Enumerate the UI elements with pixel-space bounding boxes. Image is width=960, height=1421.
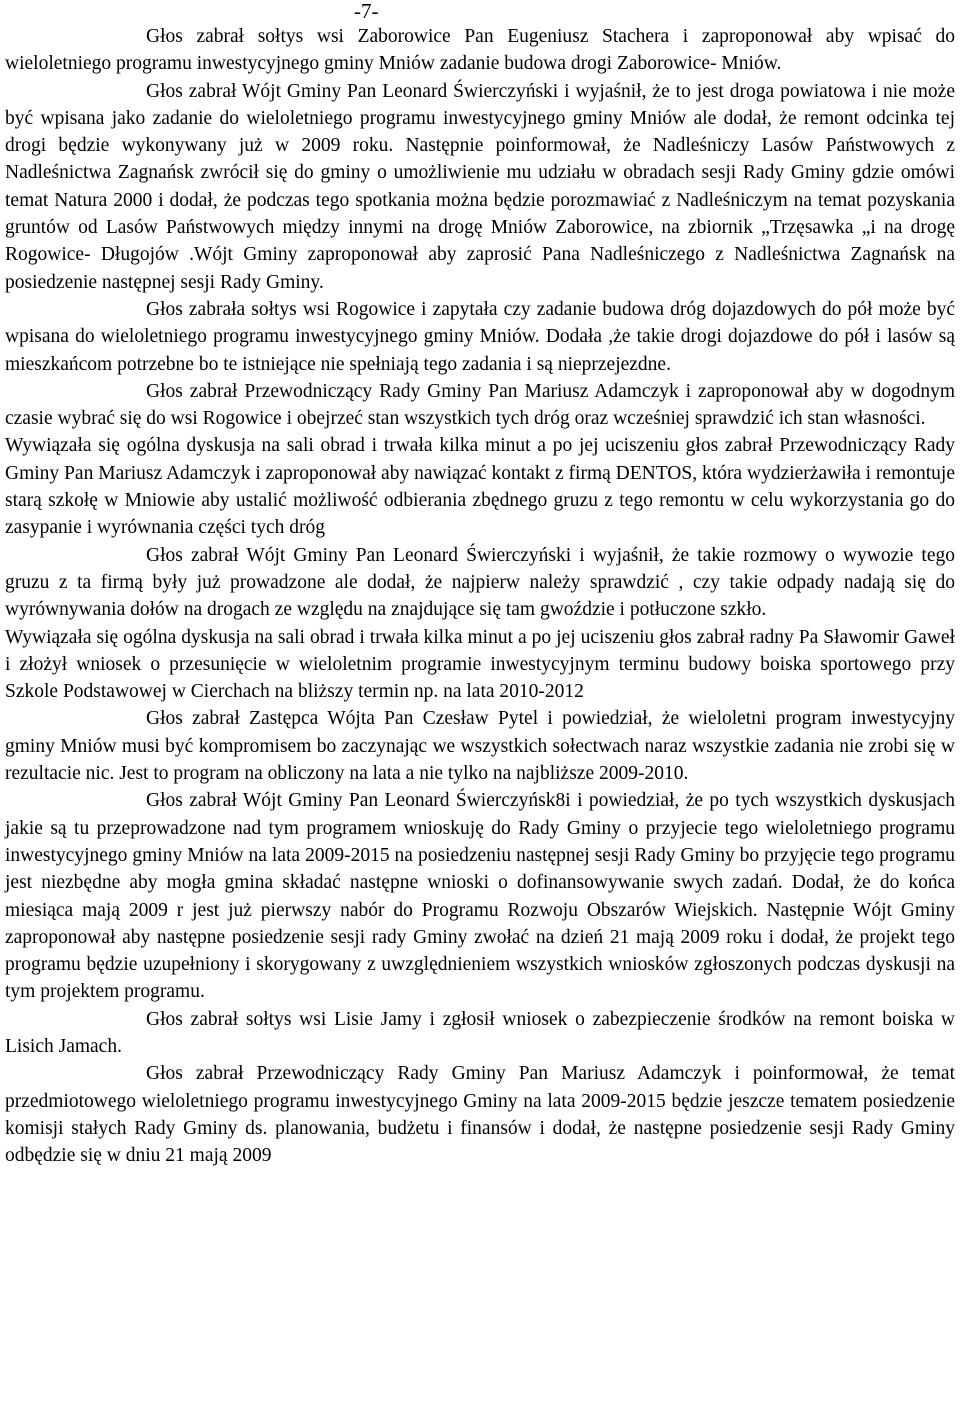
paragraph-9: Głos zabrał Wójt Gminy Pan Leonard Świerczyńsk8i i powiedział, że po tych wszystkich dyskusjach jakie są tu przeprowadzone nad tym programem wnioskuję do Rady Gminy o przyjecie tego wieloletniego programu inwestycyjnego gminy Mniów na lata 2009-2015 na posiedzeniu następnej sesji Rady Gminy bo przyjęcie tego programu jest niezbędne aby mogła gmina składać następne wnioski o dofinansowywanie swych zadań. Dodał, że do końca miesiąca mają 2009 r jest już pierwszy nabór do Programu Rozwoju Obszarów Wiejskich. Następnie Wójt Gminy zaproponował aby następne posiedzenie sesji rady Gminy zwołać na dzień 21 mają 2009 roku i dodał, że projekt tego programu będzie uzupełniony i skorygowany z uwzględnieniem wszystkich wniosków zgłoszonych podczas dyskusji na tym projektem programu. bbox=[5, 790, 955, 1003]
paragraph-2: Głos zabrał Wójt Gminy Pan Leonard Świerczyński i wyjaśnił, że to jest droga powiatowa i nie może być wpisana jako zadanie do wieloletniego programu inwestycyjnego gminy Mniów ale dodał, że remont odcinka tej drogi będzie wykonywany już w 2009 roku. Następnie poinformował, że Nadleśniczy Lasów Państwowych z Nadleśnictwa Zagnańsk zwrócił się do gminy o umożliwienie mu udziału w obradach sesji Rady Gminy gdzie omówi temat Natura 2000 i dodał, że podczas tego spotkania można będzie porozmawiać z Nadleśniczym na temat pozyskania gruntów od Lasów Państwowych między innymi na drogę Mniów Zaborowice, na zbiornik „Trzęsawka „i na drogę Rogowice- Długojów .Wójt Gminy zaproponował aby zaprosić Pana Nadleśniczego z Nadleśnictwa Zagnańsk na posiedzenie następnej sesji Rady Gminy. bbox=[5, 80, 955, 293]
paragraph-11: Głos zabrał Przewodniczący Rady Gminy Pan Mariusz Adamczyk i poinformował, że temat przedmiotowego wieloletniego programu inwestycyjnego Gminy na lata 2009-2015 będzie jeszcze tematem posiedzenie komisji stałych Rady Gminy ds. planowania, budżetu i finansów i dodał, że następne posiedzenie sesji Rady Gminy odbędzie się w dniu 21 mają 2009 bbox=[5, 1063, 955, 1167]
paragraph-1: Głos zabrał sołtys wsi Zaborowice Pan Eugeniusz Stachera i zaproponował aby wpisać do wieloletniego programu inwestycyjnego gminy Mniów zadanie budowa drogi Zaborowice- Mniów. bbox=[5, 26, 955, 75]
page-number: -7- bbox=[354, 0, 379, 23]
paragraph-5: Wywiązała się ogólna dyskusja na sali obrad i trwała kilka minut a po jej uciszeniu głos zabrał Przewodniczący Rady Gminy Pan Mariusz Adamczyk i zaproponował aby nawiązać kontakt z firmą DENTOS, która wydzierżawiła i remontuje starą szkołę w Mniowie aby ustalić możliwość odbierania zbędnego gruzu z tego remontu w celu wykorzystania go do zasypanie i wyrównania części tych dróg bbox=[5, 435, 955, 539]
paragraph-10: Głos zabrał sołtys wsi Lisie Jamy i zgłosił wniosek o zabezpieczenie środków na remont boiska w Lisich Jamach. bbox=[5, 1008, 955, 1057]
paragraph-3: Głos zabrała sołtys wsi Rogowice i zapytała czy zadanie budowa dróg dojazdowych do pół może być wpisana do wieloletniego programu inwestycyjnego gminy Mniów. Dodała ,że takie drogi dojazdowe do pół i lasów są mieszkańcom potrzebne bo te istniejące nie spełniają tego zadania i są nieprzejezdne. bbox=[5, 298, 955, 375]
paragraph-6: Głos zabrał Wójt Gminy Pan Leonard Świerczyński i wyjaśnił, że takie rozmowy o wywozie tego gruzu z ta firmą były już prowadzone ale dodał, że najpierw należy sprawdzić , czy takie odpady nadają się do wyrównywania dołów na drogach ze względu na znajdujące się tam gwoździe i potłuczone szkło. bbox=[5, 544, 955, 621]
document-body bbox=[5, 23, 955, 1169]
paragraph-8: Głos zabrał Zastępca Wójta Pan Czesław Pytel i powiedział, że wieloletni program inwestycyjny gminy Mniów musi być kompromisem bo zaczynając we wszystkich sołectwach naraz wszystkie zadania nie zrobi się w rezultacie nic. Jest to program na obliczony na lata a nie tylko na najbliższe 2009-2010. bbox=[5, 708, 955, 785]
paragraph-4: Głos zabrał Przewodniczący Rady Gminy Pan Mariusz Adamczyk i zaproponował aby w dogodnym czasie wybrać się do wsi Rogowice i obejrzeć stan wszystkich tych dróg oraz wcześniej sprawdzić ich stan własności. bbox=[5, 380, 955, 430]
paragraph-7: Wywiązała się ogólna dyskusja na sali obrad i trwała kilka minut a po jej uciszeniu głos zabrał radny Pa Sławomir Gaweł i złożył wniosek o przesunięcie w wieloletnim programie inwestycyjnym terminu budowy boiska sportowego przy Szkole Podstawowej w Cierchach na bliższy termin np. na lata 2010-2012 bbox=[5, 626, 955, 703]
